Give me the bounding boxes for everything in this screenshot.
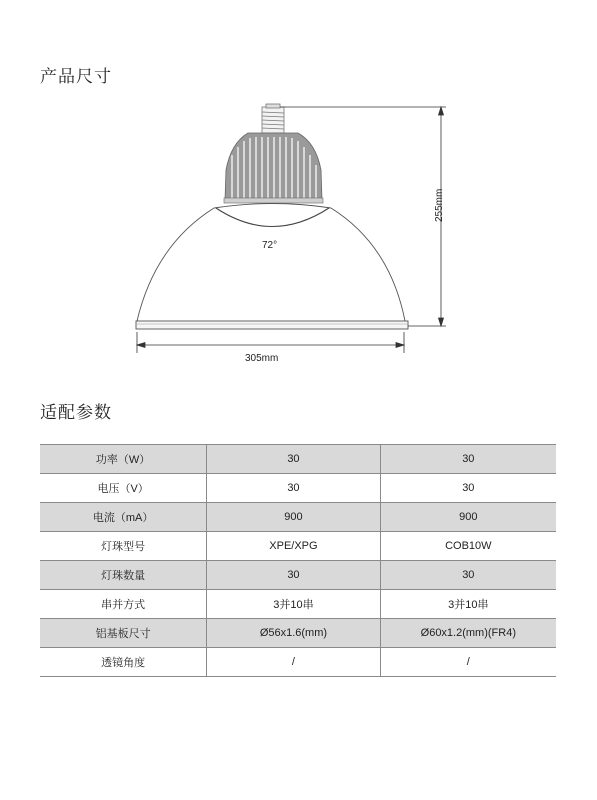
- beam-angle-label: 72°: [262, 240, 278, 251]
- lamp-heatsink: [224, 133, 323, 203]
- param-value: COB10W: [380, 532, 556, 561]
- param-value: Ø60x1.2(mm)(FR4): [380, 619, 556, 648]
- lamp-screw-base: [262, 104, 284, 133]
- width-dimension-label: 305mm: [245, 353, 279, 364]
- param-label: 透镜角度: [40, 648, 207, 677]
- param-label: 电流（mA）: [40, 503, 207, 532]
- table-row: [40, 503, 556, 532]
- param-value: /: [380, 648, 556, 677]
- param-value: Ø56x1.6(mm): [207, 619, 380, 648]
- width-dimension-line: [137, 332, 404, 353]
- param-value: 30: [207, 561, 380, 590]
- param-value: 3并10串: [380, 590, 556, 619]
- param-value: 30: [207, 445, 380, 474]
- table-row: [40, 561, 556, 590]
- param-value: 30: [207, 474, 380, 503]
- table-row: [40, 445, 556, 474]
- param-label: 电压（V）: [40, 474, 207, 503]
- table-row: [40, 648, 556, 677]
- param-label: 灯珠数量: [40, 561, 207, 590]
- param-value: 30: [380, 445, 556, 474]
- table-row: [40, 474, 556, 503]
- param-value: 30: [380, 474, 556, 503]
- param-value: 900: [207, 503, 380, 532]
- table-row: [40, 590, 556, 619]
- table-row: [40, 532, 556, 561]
- params-table: [40, 444, 556, 677]
- height-dimension-label: 255mm: [434, 188, 445, 222]
- lamp-reflector: [136, 204, 408, 330]
- product-size-heading: 产品尺寸: [40, 67, 112, 87]
- adapted-params-heading: 适配参数: [40, 403, 112, 423]
- table-row: [40, 619, 556, 648]
- param-label: 灯珠型号: [40, 532, 207, 561]
- param-value: XPE/XPG: [207, 532, 380, 561]
- param-value: 30: [380, 561, 556, 590]
- param-label: 铝基板尺寸: [40, 619, 207, 648]
- param-value: 900: [380, 503, 556, 532]
- param-label: 串并方式: [40, 590, 207, 619]
- param-label: 功率（W）: [40, 445, 207, 474]
- lamp-dimension-drawing: [0, 95, 597, 365]
- param-value: 3并10串: [207, 590, 380, 619]
- param-value: /: [207, 648, 380, 677]
